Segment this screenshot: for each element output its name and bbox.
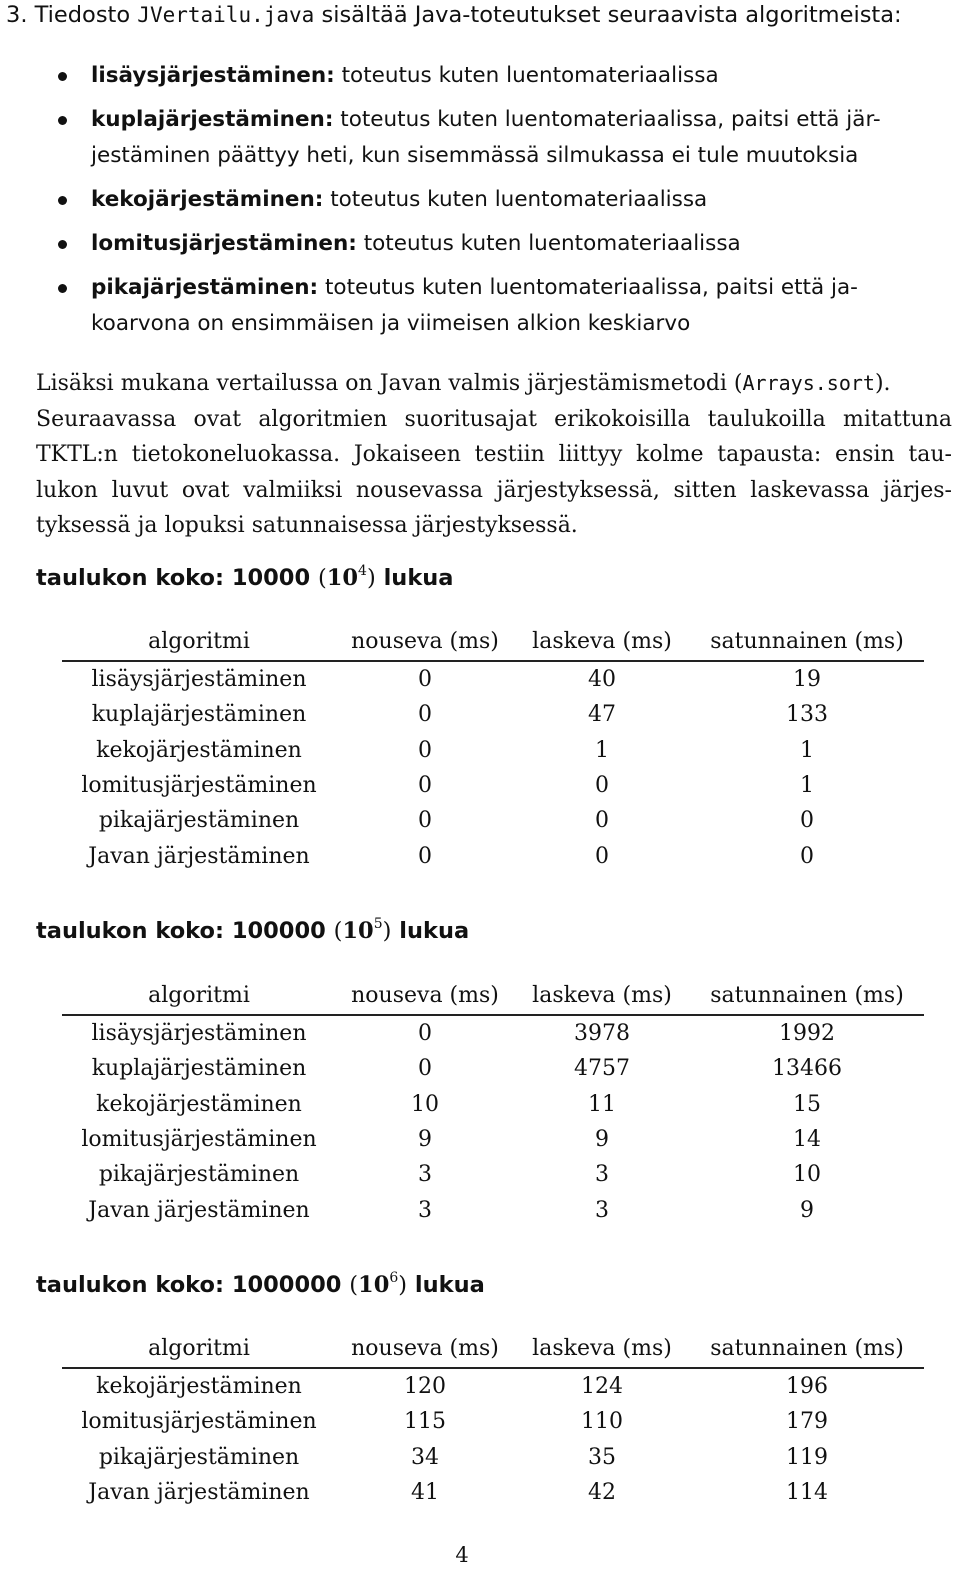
table-cell: 35 bbox=[588, 1444, 616, 1470]
table-cell: kekojärjestäminen bbox=[96, 1091, 302, 1117]
bullet-icon bbox=[58, 72, 67, 81]
table-cell: 9 bbox=[800, 1197, 814, 1223]
table-cell: 179 bbox=[786, 1409, 828, 1435]
table-cell: pikajärjestäminen bbox=[98, 808, 300, 834]
timing-table bbox=[62, 976, 924, 1228]
para-text-after: ). bbox=[874, 371, 891, 396]
table-cell: 4757 bbox=[574, 1056, 630, 1082]
table-cell: kuplajärjestäminen bbox=[91, 702, 307, 728]
table-cell: 0 bbox=[418, 737, 432, 763]
table-row bbox=[62, 1015, 924, 1051]
intro-text-after: sisältää Java-toteutukset seuraavista algoritmeista: bbox=[321, 2, 902, 28]
heading-exponent: 6 bbox=[389, 1270, 399, 1286]
table-row bbox=[62, 1368, 924, 1404]
table-row bbox=[62, 803, 924, 838]
column-header: satunnainen (ms) bbox=[690, 976, 924, 1015]
list-item bbox=[52, 102, 952, 174]
table-cell: lisäysjärjestäminen bbox=[91, 1021, 307, 1047]
table-cell: 1992 bbox=[779, 1021, 835, 1047]
list-item-text-continued: jestäminen päättyy heti, kun sisemmässä silmukassa ei tule muutoksia bbox=[91, 143, 859, 168]
table-row bbox=[62, 1122, 924, 1157]
table-cell: 0 bbox=[595, 843, 609, 869]
table-cell: 0 bbox=[418, 667, 432, 693]
heading-suffix: lukua bbox=[383, 565, 454, 591]
list-item-text: toteutus kuten luentomateriaalissa bbox=[341, 63, 719, 88]
column-header: nouseva (ms) bbox=[336, 1329, 514, 1368]
bullet-icon bbox=[58, 240, 67, 249]
list-item-term: pikajärjestäminen: bbox=[91, 275, 319, 300]
column-header: algoritmi bbox=[62, 1329, 336, 1368]
para-line: tyksessä ja lopuksi satunnaisessa järjestyksessä. bbox=[36, 513, 578, 538]
table-cell: 9 bbox=[418, 1127, 432, 1153]
table-cell: 3 bbox=[418, 1197, 432, 1223]
table-cell: 119 bbox=[786, 1444, 828, 1470]
table-cell: 115 bbox=[404, 1409, 446, 1435]
table-cell: 10 bbox=[793, 1162, 821, 1188]
table-cell: 0 bbox=[418, 702, 432, 728]
table-cell: lisäysjärjestäminen bbox=[91, 667, 307, 693]
column-header: satunnainen (ms) bbox=[690, 1329, 924, 1368]
list-item-term: kuplajärjestäminen: bbox=[91, 107, 334, 132]
table-cell: 133 bbox=[786, 702, 828, 728]
table-cell: kekojärjestäminen bbox=[96, 1374, 302, 1400]
table-cell: 41 bbox=[411, 1480, 439, 1506]
table-cell: 0 bbox=[418, 1056, 432, 1082]
list-item-text-continued: koarvona on ensimmäisen ja viimeisen alkion keskiarvo bbox=[91, 311, 691, 336]
table-cell: lomitusjärjestäminen bbox=[81, 773, 317, 799]
table-cell: 3 bbox=[595, 1162, 609, 1188]
table-cell: lomitusjärjestäminen bbox=[81, 1409, 317, 1435]
table-cell: 0 bbox=[418, 808, 432, 834]
exercise-intro bbox=[6, 0, 956, 30]
table-row bbox=[62, 1404, 924, 1439]
column-header: nouseva (ms) bbox=[336, 622, 514, 661]
column-header: laskeva (ms) bbox=[514, 1329, 690, 1368]
table-cell: 14 bbox=[793, 1127, 821, 1153]
table-row bbox=[62, 733, 924, 768]
table-cell: 0 bbox=[595, 808, 609, 834]
heading-suffix: lukua bbox=[414, 1272, 485, 1298]
table-cell: 110 bbox=[581, 1409, 623, 1435]
table-row bbox=[62, 1475, 924, 1510]
heading-base: 10 bbox=[342, 918, 374, 944]
list-item-term: kekojärjestäminen: bbox=[91, 187, 324, 212]
table-cell: 196 bbox=[786, 1374, 828, 1400]
timing-table bbox=[62, 622, 924, 874]
list-item bbox=[52, 182, 952, 218]
table-row bbox=[62, 1087, 924, 1122]
table-cell: 0 bbox=[418, 773, 432, 799]
column-header: satunnainen (ms) bbox=[690, 622, 924, 661]
table-row bbox=[62, 661, 924, 697]
table-cell: 15 bbox=[793, 1091, 821, 1117]
table-cell: kuplajärjestäminen bbox=[91, 1056, 307, 1082]
table-row bbox=[62, 1157, 924, 1192]
bullet-icon bbox=[58, 116, 67, 125]
table-cell: 9 bbox=[595, 1127, 609, 1153]
table-header-row bbox=[62, 976, 924, 1015]
column-header: nouseva (ms) bbox=[336, 976, 514, 1015]
table-cell: 13466 bbox=[772, 1056, 842, 1082]
table-cell: Javan järjestäminen bbox=[88, 1480, 310, 1506]
table-cell: 1 bbox=[800, 737, 814, 763]
list-item-term: lomitusjärjestäminen: bbox=[91, 231, 357, 256]
table-cell: 1 bbox=[595, 737, 609, 763]
para-text-before: Lisäksi mukana vertailussa on Javan valmis järjestämismetodi ( bbox=[36, 371, 743, 396]
table-cell: 1 bbox=[800, 773, 814, 799]
table-cell: 120 bbox=[404, 1374, 446, 1400]
filename-code: JVertailu.java bbox=[137, 3, 315, 27]
table-cell: 0 bbox=[800, 843, 814, 869]
section-heading: taulukon koko: 1000000 $(10^6)$ lukua bbox=[36, 1270, 485, 1298]
table-cell: kekojärjestäminen bbox=[96, 737, 302, 763]
table-cell: 124 bbox=[581, 1374, 623, 1400]
table-cell: 11 bbox=[588, 1091, 616, 1117]
table-cell: 10 bbox=[411, 1091, 439, 1117]
list-item bbox=[52, 270, 952, 342]
page-number: 4 bbox=[455, 1543, 469, 1567]
table-row bbox=[62, 838, 924, 873]
table-row bbox=[62, 1051, 924, 1086]
column-header: algoritmi bbox=[62, 976, 336, 1015]
table-cell: 42 bbox=[588, 1480, 616, 1506]
description-paragraph bbox=[36, 366, 952, 544]
table-cell: 19 bbox=[793, 667, 821, 693]
exercise-number: 3. bbox=[6, 2, 28, 28]
table-cell: 3 bbox=[418, 1162, 432, 1188]
table-row bbox=[62, 1192, 924, 1227]
table-cell: 34 bbox=[411, 1444, 439, 1470]
table-cell: 3 bbox=[595, 1197, 609, 1223]
heading-base: 10 bbox=[358, 1272, 390, 1298]
section-heading: taulukon koko: 10000 $(10^4)$ lukua bbox=[36, 563, 454, 591]
intro-text-before: Tiedosto bbox=[34, 2, 131, 28]
list-item-text: toteutus kuten luentomateriaalissa bbox=[363, 231, 741, 256]
table-cell: pikajärjestäminen bbox=[98, 1162, 300, 1188]
table-cell: 0 bbox=[595, 773, 609, 799]
table-cell: 114 bbox=[786, 1480, 828, 1506]
table-cell: Javan järjestäminen bbox=[88, 1197, 310, 1223]
list-item-text: toteutus kuten luentomateriaalissa bbox=[330, 187, 708, 212]
table-cell: 0 bbox=[418, 843, 432, 869]
list-item bbox=[52, 58, 952, 94]
table-header-row bbox=[62, 622, 924, 661]
column-header: laskeva (ms) bbox=[514, 622, 690, 661]
table-row bbox=[62, 1440, 924, 1475]
table-header-row bbox=[62, 1329, 924, 1368]
heading-label: taulukon koko: 10000 bbox=[36, 565, 311, 591]
heading-exponent: 4 bbox=[358, 563, 367, 579]
table-cell: pikajärjestäminen bbox=[98, 1444, 300, 1470]
heading-suffix: lukua bbox=[399, 918, 470, 944]
table-cell: 0 bbox=[418, 1021, 432, 1047]
list-item-text: toteutus kuten luentomateriaalissa, paitsi että ja- bbox=[325, 275, 858, 300]
table-row bbox=[62, 768, 924, 803]
column-header: laskeva (ms) bbox=[514, 976, 690, 1015]
timing-table bbox=[62, 1329, 924, 1510]
table-cell: Javan järjestäminen bbox=[88, 843, 310, 869]
section-heading: taulukon koko: 100000 $(10^5)$ lukua bbox=[36, 916, 470, 944]
algorithm-list bbox=[52, 58, 952, 350]
table-cell: 0 bbox=[800, 808, 814, 834]
heading-base: 10 bbox=[326, 565, 359, 591]
table-cell: lomitusjärjestäminen bbox=[81, 1127, 317, 1153]
column-header: algoritmi bbox=[62, 622, 336, 661]
table-cell: 3978 bbox=[574, 1021, 630, 1047]
para-line: TKTL:n tietokoneluokassa. Jokaiseen testiin liittyy kolme tapausta: ensin tau- bbox=[36, 442, 952, 467]
heading-label: taulukon koko: 1000000 bbox=[36, 1272, 342, 1298]
bullet-icon bbox=[58, 284, 67, 293]
table-row bbox=[62, 697, 924, 732]
para-line: lukon luvut ovat valmiiksi nousevassa järjestyksessä, sitten laskevassa järjes- bbox=[36, 477, 952, 503]
arrays-sort-code: Arrays.sort bbox=[742, 371, 875, 395]
heading-exponent: 5 bbox=[373, 916, 383, 932]
table-cell: 40 bbox=[588, 667, 616, 693]
bullet-icon bbox=[58, 196, 67, 205]
para-line: Seuraavassa ovat algoritmien suoritusajat erikokoisilla taulukoilla mitattuna bbox=[36, 406, 952, 432]
table-cell: 47 bbox=[588, 702, 616, 728]
list-item bbox=[52, 226, 952, 262]
heading-label: taulukon koko: 100000 bbox=[36, 918, 326, 944]
list-item-text: toteutus kuten luentomateriaalissa, paitsi että jär- bbox=[340, 107, 881, 132]
list-item-term: lisäysjärjestäminen: bbox=[91, 63, 335, 88]
